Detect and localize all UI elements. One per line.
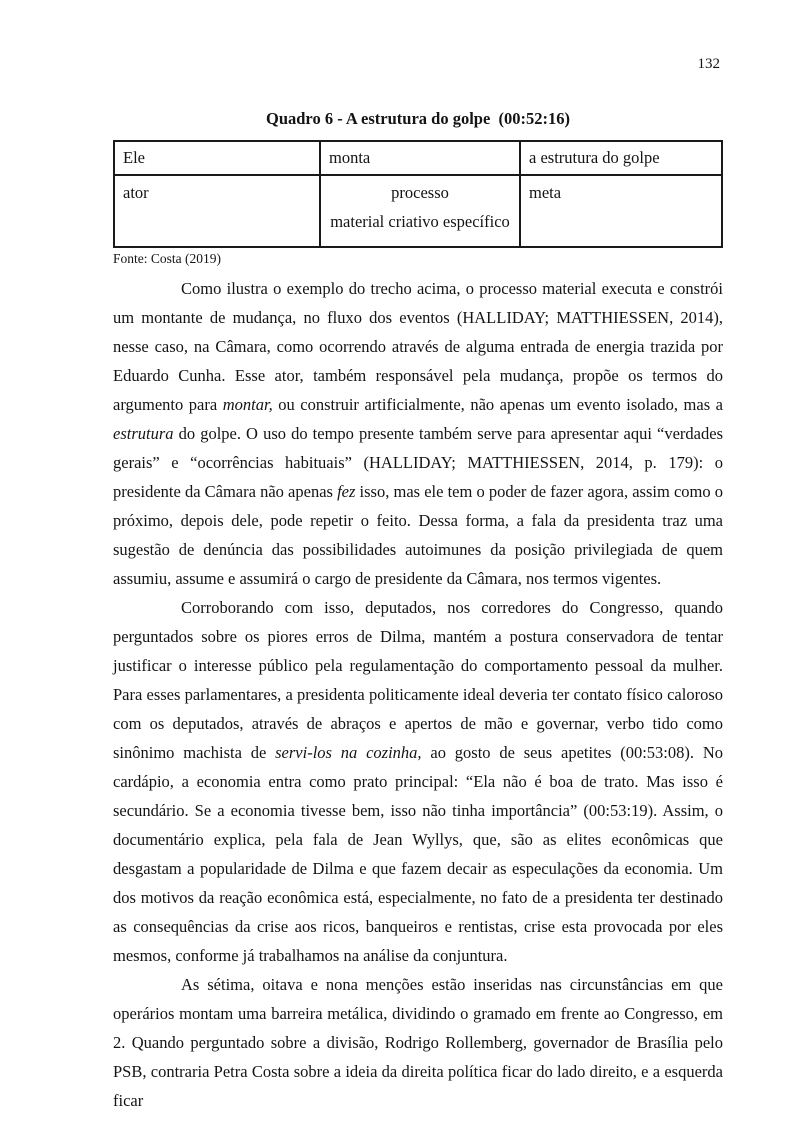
table-caption: Quadro 6 - A estrutura do golpe (00:52:16) (265, 109, 571, 128)
cell-ator: ator (114, 175, 320, 247)
table-source: Fonte: Costa (2019) (113, 251, 221, 266)
text-run: do golpe. O uso do tempo presente também serve para apresentar aqui “verdades gerais” e “ocorrências habituais” (HALLIDAY; MATTHIESSEN, 2014, p. 179): o presidente da Câmara não apenas (113, 424, 723, 501)
text-run: isso, mas ele tem o poder de fazer agora, assim como o próximo, depois dele, pode repetir o feito. Dessa forma, a fala da presidenta traz uma sugestão de denúncia das possibilidades autoimunes da posição privilegiada de quem assumiu, assume e assumirá o cargo de presidente da Câmara, nos termos vigentes. (113, 482, 723, 588)
text-run: fez (337, 482, 356, 501)
table-row-labels (114, 175, 722, 247)
cell-processo-material (320, 175, 520, 247)
cell-processo-line2: material criativo específico (330, 212, 510, 231)
text-run: As sétima, oitava e nona menções estão inseridas nas circunstâncias em que operários montam uma barreira metálica, dividindo o gramado em frente ao Congresso, em 2. Quando perguntado sobre a divisão, Rodrigo Rollemberg, governador de Brasília pelo PSB, contraria Petra Costa sobre a ideia da direita política ficar do lado direito, e a esquerda ficar (113, 975, 723, 1110)
cell-a-estrutura-do-golpe: a estrutura do golpe (520, 141, 722, 175)
body-text (113, 274, 723, 1115)
cell-processo-line1: processo (391, 183, 449, 202)
paragraph (113, 274, 723, 593)
cell-monta: monta (320, 141, 520, 175)
page-number: 132 (697, 56, 720, 72)
cell-meta: meta (520, 175, 722, 247)
paragraph (113, 970, 723, 1115)
text-run: estrutura (113, 424, 174, 443)
text-run: montar, (222, 395, 273, 414)
text-run: Como ilustra o exemplo do trecho acima, o processo material executa e constrói um montante de mudança, no fluxo dos eventos (HALLIDAY; MATTHIESSEN, 2014), nesse caso, na Câmara, como ocorrendo através de alguma entrada de energia trazida por Eduardo Cunha. Esse ator, também responsável pela mudança, propõe os termos do argumento para (113, 279, 723, 414)
table-row-example (114, 141, 722, 175)
text-run: servi-los na cozinha, (275, 743, 422, 762)
paragraph (113, 593, 723, 970)
text-run: ou construir artificialmente, não apenas um evento isolado, mas a (272, 395, 723, 414)
text-run: ao gosto de seus apetites (00:53:08). No cardápio, a economia entra como prato principal: “Ela não é boa de trato. Mas isso é secundário. Se a economia tivesse bem, isso não tinha importância” (00:53:19). Assim, o documentário explica, pela fala de Jean Wyllys, que, são as elites econômicas que desgastam a popularidade de Dilma e que fazem decair as especulações da economia. Um dos motivos da reação econômica está, especialmente, no fato de a presidenta ter destinado as consequências da crise aos ricos, banqueiros e rentistas, crise esta provocada por eles mesmos, conforme já trabalhamos na análise da conjuntura. (113, 743, 723, 965)
page-content (113, 0, 723, 1115)
cell-ele: Ele (114, 141, 320, 175)
text-run: Corroborando com isso, deputados, nos corredores do Congresso, quando perguntados sobre os piores erros de Dilma, mantém a postura conservadora de tentar justificar o interesse público pela regulamentação do comportamento pessoal da mulher. Para esses parlamentares, a presidenta politicamente ideal deveria ter contato físico caloroso com os deputados, através de abraços e apertos de mão e governar, verbo tido como sinônimo machista de (113, 598, 723, 762)
transitivity-table (113, 140, 723, 248)
